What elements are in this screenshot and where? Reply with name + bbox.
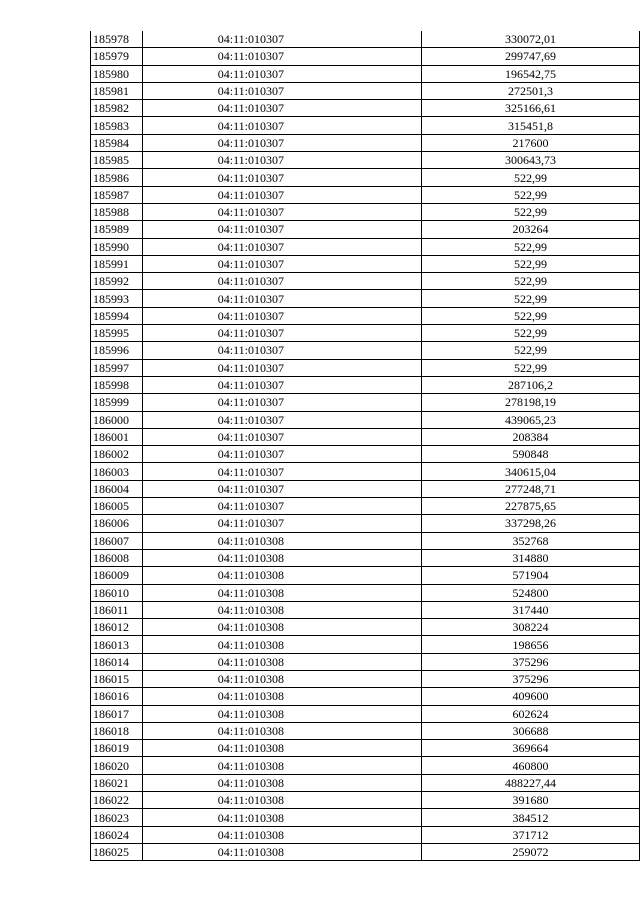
data-table <box>90 31 640 861</box>
cadastral-code-cell: 04:11:010307 <box>142 31 421 48</box>
row-number-cell: 186025 <box>91 843 143 860</box>
amount-cell: 196542,75 <box>421 65 639 82</box>
amount-cell: 522,99 <box>421 186 639 203</box>
table-row <box>91 255 640 272</box>
row-number-cell: 185996 <box>91 342 143 359</box>
cadastral-code-cell: 04:11:010308 <box>142 722 421 739</box>
cadastral-code-cell: 04:11:010307 <box>142 186 421 203</box>
amount-cell: 522,99 <box>421 169 639 186</box>
cadastral-code-cell: 04:11:010308 <box>142 619 421 636</box>
table-row <box>91 549 640 566</box>
table-row <box>91 31 640 48</box>
table-row <box>91 446 640 463</box>
amount-cell: 460800 <box>421 757 639 774</box>
amount-cell: 340615,04 <box>421 463 639 480</box>
row-number-cell: 186000 <box>91 411 143 428</box>
cadastral-code-cell: 04:11:010307 <box>142 376 421 393</box>
cadastral-code-cell: 04:11:010308 <box>142 774 421 791</box>
row-number-cell: 186022 <box>91 792 143 809</box>
row-number-cell: 186005 <box>91 498 143 515</box>
row-number-cell: 186013 <box>91 636 143 653</box>
table-row <box>91 48 640 65</box>
table-row <box>91 203 640 220</box>
row-number-cell: 186007 <box>91 532 143 549</box>
row-number-cell: 186014 <box>91 653 143 670</box>
cadastral-code-cell: 04:11:010307 <box>142 307 421 324</box>
cadastral-code-cell: 04:11:010307 <box>142 515 421 532</box>
table-row <box>91 584 640 601</box>
row-number-cell: 186009 <box>91 567 143 584</box>
table-row <box>91 152 640 169</box>
amount-cell: 522,99 <box>421 325 639 342</box>
cadastral-code-cell: 04:11:010308 <box>142 740 421 757</box>
amount-cell: 409600 <box>421 688 639 705</box>
cadastral-code-cell: 04:11:010308 <box>142 549 421 566</box>
row-number-cell: 186015 <box>91 670 143 687</box>
table-row <box>91 809 640 826</box>
table-row <box>91 273 640 290</box>
table-row <box>91 636 640 653</box>
cadastral-code-cell: 04:11:010307 <box>142 65 421 82</box>
table-row <box>91 290 640 307</box>
cadastral-code-cell: 04:11:010308 <box>142 584 421 601</box>
row-number-cell: 185990 <box>91 238 143 255</box>
amount-cell: 352768 <box>421 532 639 549</box>
amount-cell: 522,99 <box>421 238 639 255</box>
amount-cell: 227875,65 <box>421 498 639 515</box>
cadastral-code-cell: 04:11:010308 <box>142 826 421 843</box>
amount-cell: 277248,71 <box>421 480 639 497</box>
row-number-cell: 185985 <box>91 152 143 169</box>
row-number-cell: 186019 <box>91 740 143 757</box>
cadastral-code-cell: 04:11:010308 <box>142 757 421 774</box>
amount-cell: 300643,73 <box>421 152 639 169</box>
cadastral-code-cell: 04:11:010307 <box>142 169 421 186</box>
table-row <box>91 688 640 705</box>
row-number-cell: 186011 <box>91 601 143 618</box>
amount-cell: 217600 <box>421 134 639 151</box>
amount-cell: 602624 <box>421 705 639 722</box>
amount-cell: 314880 <box>421 549 639 566</box>
cadastral-code-cell: 04:11:010307 <box>142 290 421 307</box>
cadastral-code-cell: 04:11:010307 <box>142 463 421 480</box>
table-row <box>91 463 640 480</box>
row-number-cell: 186012 <box>91 619 143 636</box>
cadastral-code-cell: 04:11:010307 <box>142 255 421 272</box>
amount-cell: 522,99 <box>421 203 639 220</box>
cadastral-code-cell: 04:11:010307 <box>142 428 421 445</box>
table-row <box>91 774 640 791</box>
table-row <box>91 186 640 203</box>
amount-cell: 325166,61 <box>421 100 639 117</box>
cadastral-code-cell: 04:11:010308 <box>142 670 421 687</box>
table-row <box>91 722 640 739</box>
amount-cell: 439065,23 <box>421 411 639 428</box>
row-number-cell: 186021 <box>91 774 143 791</box>
row-number-cell: 186023 <box>91 809 143 826</box>
row-number-cell: 185979 <box>91 48 143 65</box>
table-row <box>91 515 640 532</box>
table-row <box>91 705 640 722</box>
cadastral-code-cell: 04:11:010307 <box>142 117 421 134</box>
row-number-cell: 185995 <box>91 325 143 342</box>
cadastral-code-cell: 04:11:010308 <box>142 792 421 809</box>
row-number-cell: 185981 <box>91 82 143 99</box>
row-number-cell: 185987 <box>91 186 143 203</box>
amount-cell: 203264 <box>421 221 639 238</box>
table-row <box>91 532 640 549</box>
table-row <box>91 359 640 376</box>
row-number-cell: 186018 <box>91 722 143 739</box>
table-row <box>91 480 640 497</box>
amount-cell: 198656 <box>421 636 639 653</box>
row-number-cell: 185983 <box>91 117 143 134</box>
table-row <box>91 221 640 238</box>
row-number-cell: 185988 <box>91 203 143 220</box>
amount-cell: 571904 <box>421 567 639 584</box>
table-row <box>91 498 640 515</box>
cadastral-code-cell: 04:11:010307 <box>142 48 421 65</box>
amount-cell: 330072,01 <box>421 31 639 48</box>
amount-cell: 522,99 <box>421 342 639 359</box>
table-row <box>91 411 640 428</box>
table-row <box>91 757 640 774</box>
table-row <box>91 238 640 255</box>
row-number-cell: 186008 <box>91 549 143 566</box>
row-number-cell: 186020 <box>91 757 143 774</box>
amount-cell: 287106,2 <box>421 376 639 393</box>
cadastral-code-cell: 04:11:010308 <box>142 843 421 860</box>
row-number-cell: 185997 <box>91 359 143 376</box>
cadastral-code-cell: 04:11:010307 <box>142 446 421 463</box>
row-number-cell: 185994 <box>91 307 143 324</box>
row-number-cell: 186010 <box>91 584 143 601</box>
amount-cell: 272501,3 <box>421 82 639 99</box>
amount-cell: 522,99 <box>421 307 639 324</box>
amount-cell: 488227,44 <box>421 774 639 791</box>
cadastral-code-cell: 04:11:010307 <box>142 480 421 497</box>
cadastral-code-cell: 04:11:010307 <box>142 325 421 342</box>
row-number-cell: 186003 <box>91 463 143 480</box>
amount-cell: 375296 <box>421 670 639 687</box>
amount-cell: 522,99 <box>421 273 639 290</box>
amount-cell: 337298,26 <box>421 515 639 532</box>
row-number-cell: 185986 <box>91 169 143 186</box>
table-row <box>91 601 640 618</box>
cadastral-code-cell: 04:11:010307 <box>142 203 421 220</box>
table-row <box>91 740 640 757</box>
row-number-cell: 185984 <box>91 134 143 151</box>
table-row <box>91 653 640 670</box>
amount-cell: 524800 <box>421 584 639 601</box>
cadastral-code-cell: 04:11:010307 <box>142 411 421 428</box>
row-number-cell: 186004 <box>91 480 143 497</box>
row-number-cell: 185989 <box>91 221 143 238</box>
table-row <box>91 325 640 342</box>
table-row <box>91 843 640 860</box>
table-row <box>91 792 640 809</box>
cadastral-code-cell: 04:11:010308 <box>142 653 421 670</box>
amount-cell: 369664 <box>421 740 639 757</box>
cadastral-code-cell: 04:11:010307 <box>142 498 421 515</box>
row-number-cell: 185999 <box>91 394 143 411</box>
table-row <box>91 567 640 584</box>
amount-cell: 522,99 <box>421 359 639 376</box>
row-number-cell: 185998 <box>91 376 143 393</box>
table-row <box>91 100 640 117</box>
table-row <box>91 394 640 411</box>
row-number-cell: 185992 <box>91 273 143 290</box>
table-row <box>91 376 640 393</box>
row-number-cell: 186001 <box>91 428 143 445</box>
row-number-cell: 186017 <box>91 705 143 722</box>
amount-cell: 522,99 <box>421 255 639 272</box>
cadastral-code-cell: 04:11:010307 <box>142 100 421 117</box>
amount-cell: 259072 <box>421 843 639 860</box>
cadastral-code-cell: 04:11:010308 <box>142 532 421 549</box>
cadastral-code-cell: 04:11:010308 <box>142 809 421 826</box>
cadastral-code-cell: 04:11:010307 <box>142 134 421 151</box>
amount-cell: 371712 <box>421 826 639 843</box>
row-number-cell: 185982 <box>91 100 143 117</box>
cadastral-code-cell: 04:11:010307 <box>142 273 421 290</box>
amount-cell: 306688 <box>421 722 639 739</box>
cadastral-code-cell: 04:11:010307 <box>142 221 421 238</box>
table-body <box>91 31 640 861</box>
row-number-cell: 185978 <box>91 31 143 48</box>
cadastral-code-cell: 04:11:010307 <box>142 238 421 255</box>
row-number-cell: 185991 <box>91 255 143 272</box>
amount-cell: 317440 <box>421 601 639 618</box>
table-row <box>91 82 640 99</box>
cadastral-code-cell: 04:11:010308 <box>142 567 421 584</box>
amount-cell: 391680 <box>421 792 639 809</box>
cadastral-code-cell: 04:11:010308 <box>142 688 421 705</box>
amount-cell: 590848 <box>421 446 639 463</box>
row-number-cell: 186016 <box>91 688 143 705</box>
cadastral-code-cell: 04:11:010308 <box>142 636 421 653</box>
amount-cell: 299747,69 <box>421 48 639 65</box>
table-row <box>91 670 640 687</box>
table-row <box>91 117 640 134</box>
table-row <box>91 307 640 324</box>
table-row <box>91 169 640 186</box>
row-number-cell: 186006 <box>91 515 143 532</box>
table-row <box>91 428 640 445</box>
row-number-cell: 186024 <box>91 826 143 843</box>
table-row <box>91 134 640 151</box>
cadastral-code-cell: 04:11:010307 <box>142 359 421 376</box>
table-row <box>91 826 640 843</box>
row-number-cell: 186002 <box>91 446 143 463</box>
cadastral-code-cell: 04:11:010307 <box>142 82 421 99</box>
table-row <box>91 65 640 82</box>
amount-cell: 522,99 <box>421 290 639 307</box>
amount-cell: 308224 <box>421 619 639 636</box>
cadastral-code-cell: 04:11:010308 <box>142 705 421 722</box>
row-number-cell: 185993 <box>91 290 143 307</box>
table-row <box>91 619 640 636</box>
amount-cell: 384512 <box>421 809 639 826</box>
cadastral-code-cell: 04:11:010308 <box>142 601 421 618</box>
amount-cell: 375296 <box>421 653 639 670</box>
row-number-cell: 185980 <box>91 65 143 82</box>
cadastral-code-cell: 04:11:010307 <box>142 394 421 411</box>
amount-cell: 208384 <box>421 428 639 445</box>
cadastral-code-cell: 04:11:010307 <box>142 152 421 169</box>
amount-cell: 315451,8 <box>421 117 639 134</box>
amount-cell: 278198,19 <box>421 394 639 411</box>
cadastral-code-cell: 04:11:010307 <box>142 342 421 359</box>
table-row <box>91 342 640 359</box>
